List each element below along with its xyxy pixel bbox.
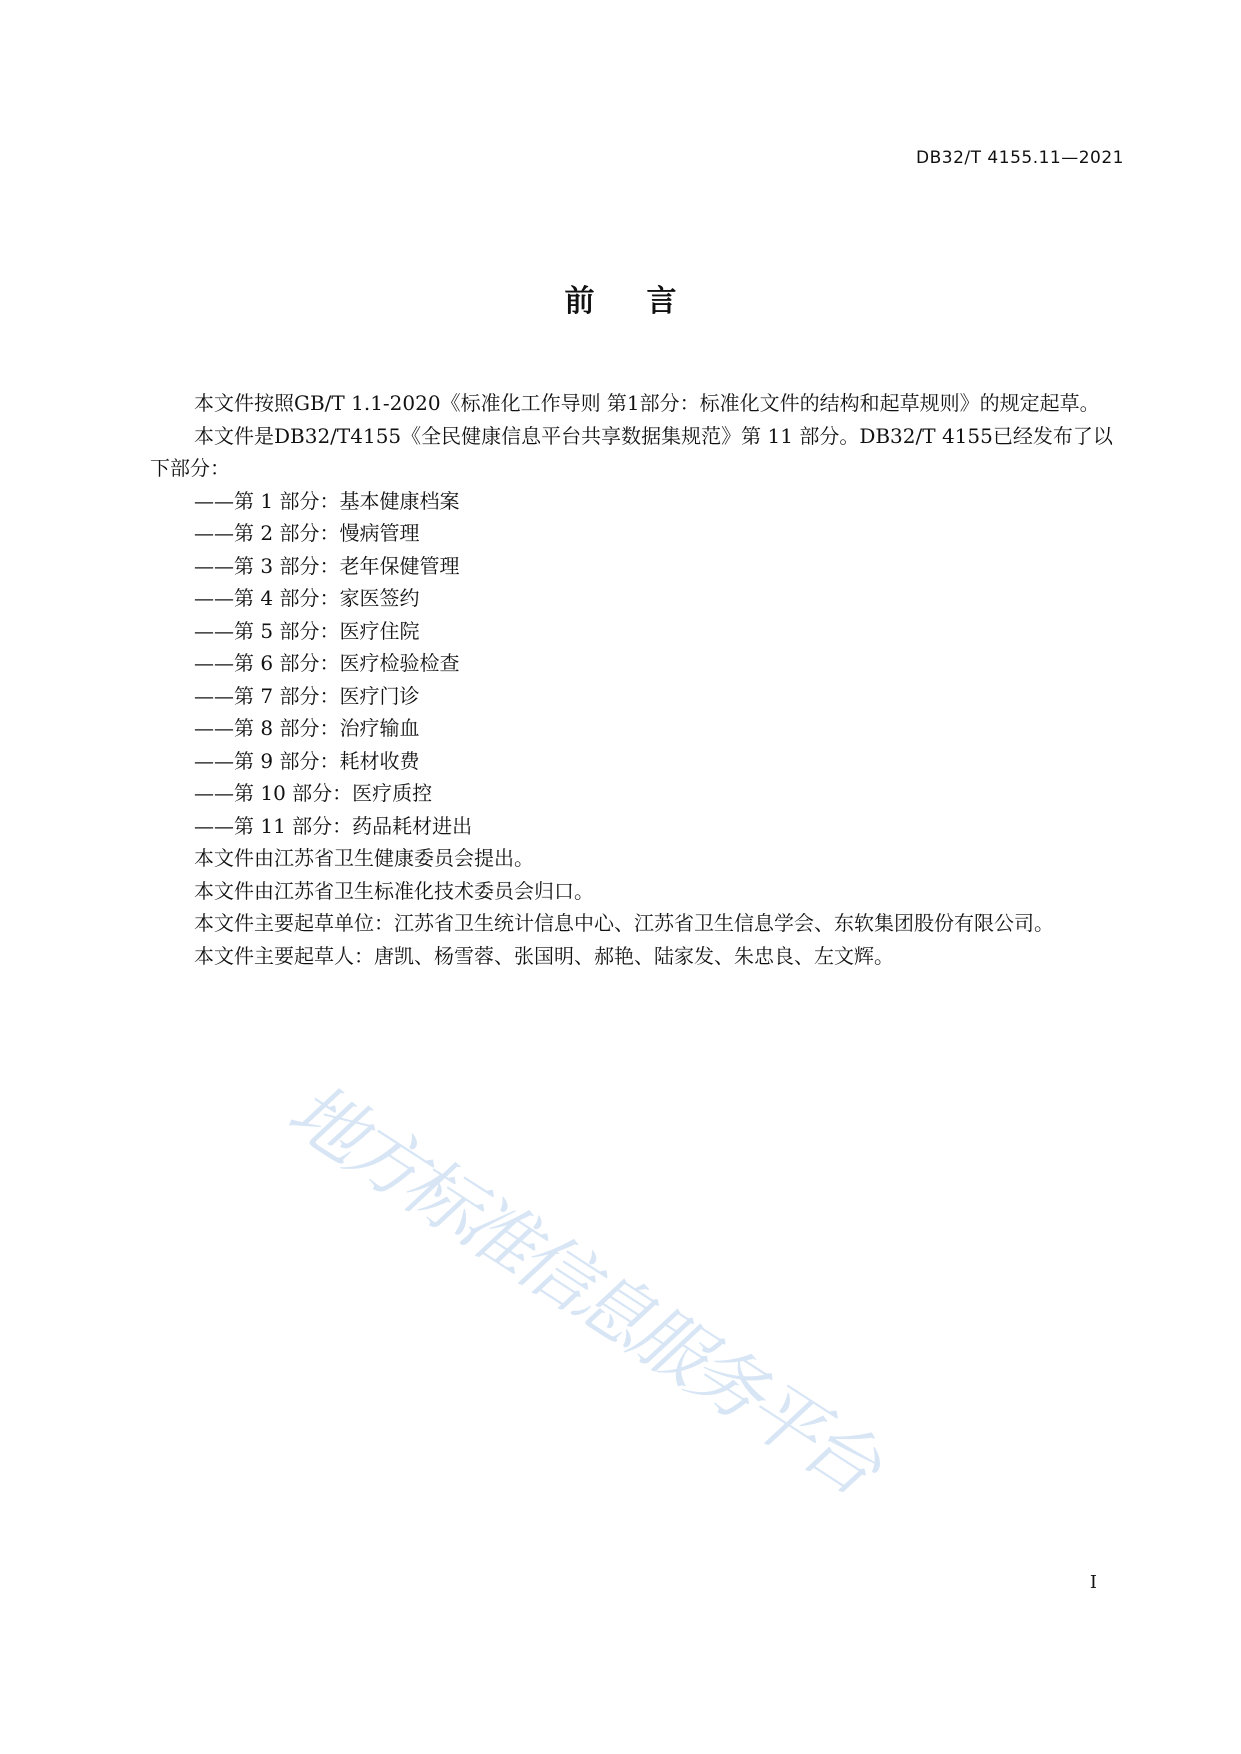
list-item: ——第 2 部分：慢病管理 [194, 521, 420, 545]
list-item: ——第 1 部分：基本健康档案 [194, 488, 460, 513]
list-item: ——第 5 部分：医疗住院 [194, 618, 420, 643]
list-item: ——第 6 部分：医疗检验检查 [194, 651, 460, 675]
list-item: ——第 9 部分：耗材收费 [194, 748, 420, 773]
page-title: 前言 [564, 284, 729, 319]
list-item: ——第 7 部分：医疗门诊 [194, 683, 420, 708]
paragraph: 本文件由江苏省卫生健康委员会提出。 [194, 846, 534, 870]
list-item: ——第 4 部分：家医签约 [194, 586, 420, 610]
document-code: DB32/T 4155.11—2021 [916, 148, 1124, 168]
paragraph: 本文件按照GB/T 1.1-2020《标准化工作导则 第1部分：标准化文件的结构和起草规则》的规定起草。 [194, 391, 1100, 415]
paragraph: 本文件主要起草单位：江苏省卫生统计信息中心、江苏省卫生信息学会、东软集团股份有限公司。 [194, 911, 1054, 935]
paragraph: 本文件由江苏省卫生标准化技术委员会归口。 [194, 878, 594, 903]
document-body [150, 387, 1125, 972]
list-item: ——第 3 部分：老年保健管理 [194, 553, 460, 578]
list-item: ——第 8 部分：治疗输血 [194, 716, 420, 740]
list-item: ——第 11 部分：药品耗材进出 [194, 813, 473, 838]
watermark: 地方标准信息服务平台 [273, 1066, 891, 1510]
paragraph: 本文件是DB32/T4155《全民健康信息平台共享数据集规范》第 11 部分。DB32/T 4155已经发布了以下部分： [150, 423, 1113, 480]
paragraph: 本文件主要起草人：唐凯、杨雪蓉、张国明、郝艳、陆家发、朱忠良、左文辉。 [194, 943, 894, 968]
page-number: I [1089, 1572, 1097, 1593]
list-item: ——第 10 部分：医疗质控 [194, 781, 433, 805]
